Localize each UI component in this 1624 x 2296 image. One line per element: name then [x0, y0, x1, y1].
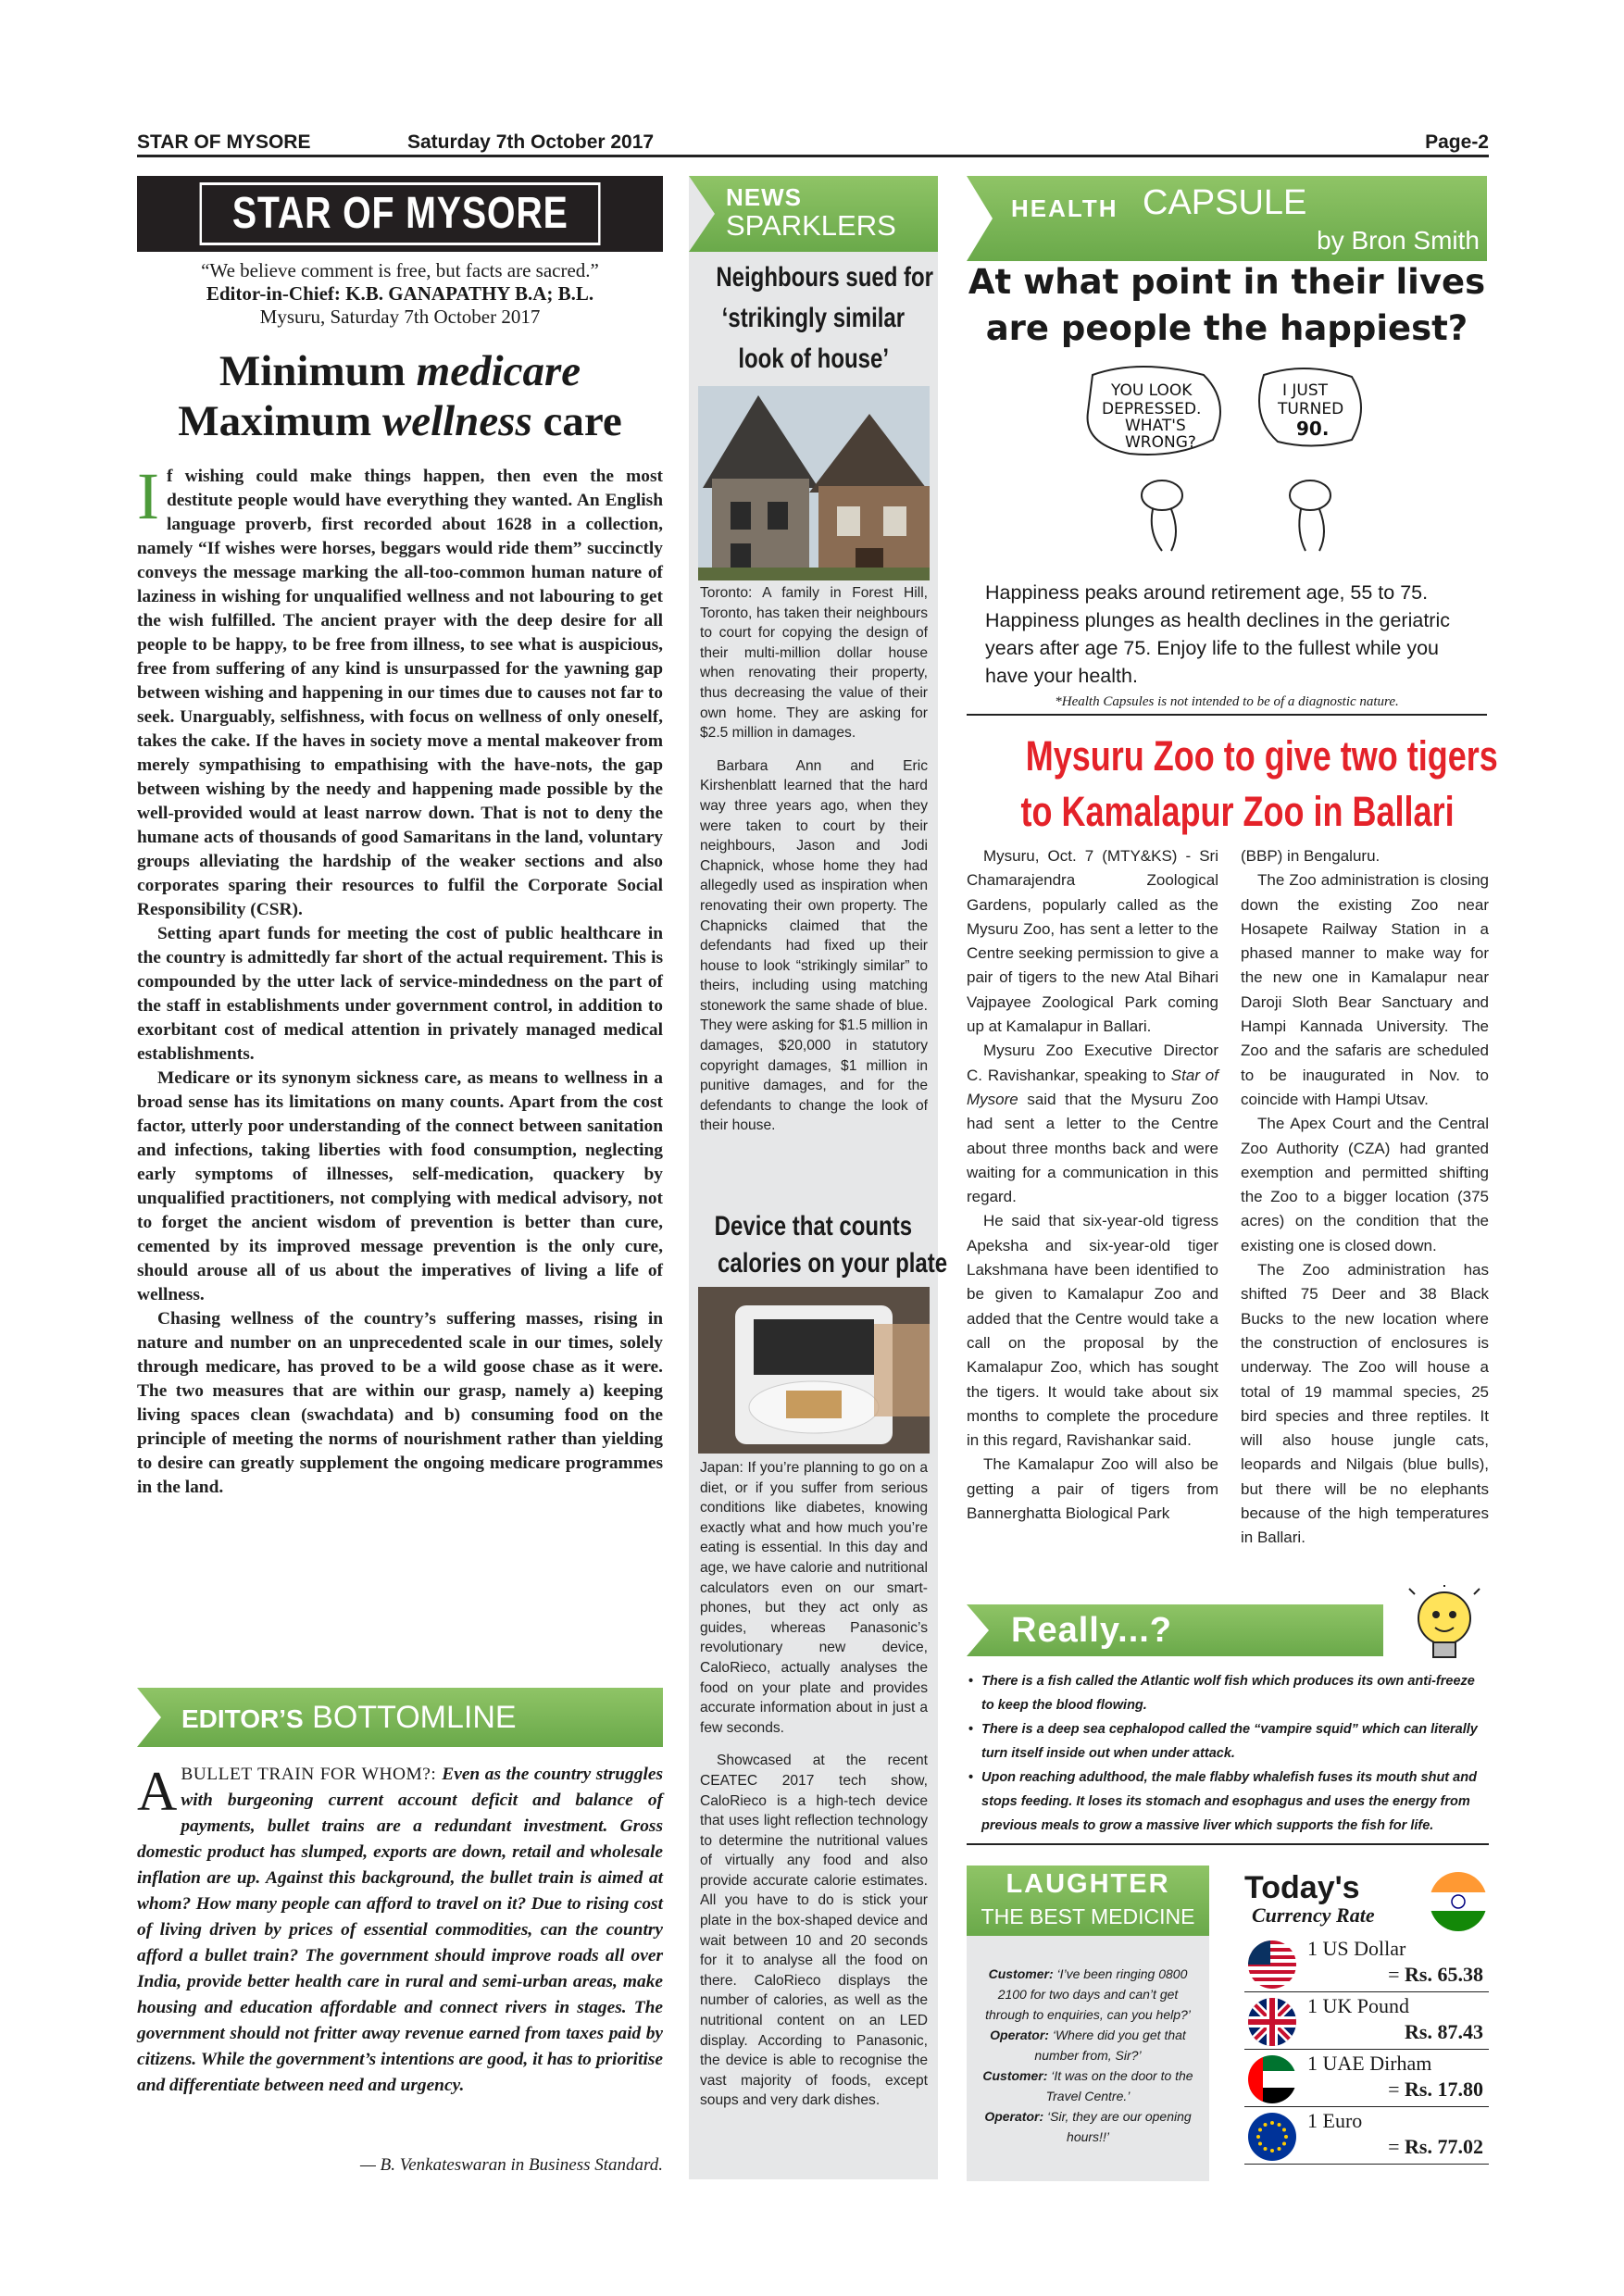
zoo-paragraph: The Zoo administration is closing down the existing Zoo near Hosapete Railway Station in a phased manner to make way for the new one in Kamalapur near Daroji Sloth Bear Sanctuary and Hampi Kannada University. The Zoo and the safaris are scheduled to be inaugurated in Nov. to coincide with Hampi Utsav. [1241, 871, 1489, 1108]
zoo-paragraph: The Zoo administration has shifted 75 Deer and 38 Black Bucks to the new location where the construction of enclosures is underway. The Zoo will house a total of 19 mammal species, 25 bird species and three reptiles. It will also house jungle cats, leopards and Nilgais (blue bulls), but there will be no elephants because of the high temperatures in Ballari. [1241, 1261, 1489, 1547]
zoo-paragraph: (BBP) in Bengaluru. [1241, 847, 1380, 865]
drop-cap: A [137, 1761, 178, 1822]
story1-body [700, 583, 928, 1136]
uk-flag-icon [1248, 1998, 1296, 2046]
bottomline-text: Even as the country struggles with burgeoning current account deficit and balance of payments, bullet trains are a redundant investment. Gross domestic product has slumped, exports are down, retail and wholesale inflation are up. Against this background, the bullet train is aimed at whom? How many people can afford to travel on it? Due to rising cost of living driven by prices of essential commodities, can the country afford a bullet train? The government should improve roads all over India, provide better health care in rural and semi-urban areas, make housing and education affordable and connect rivers in stages. The government should not fritter away revenue earned from taxes paid by citizens. While the government’s intentions are good, it has to prioritise and differentiate between need and urgency. [137, 1765, 663, 2095]
headline-part: Minimum [219, 347, 417, 395]
bottomline-lead: BULLET TRAIN FOR WHOM?: [181, 1765, 443, 1784]
currency-name: 1 UAE Dirham [1307, 2052, 1432, 2075]
speaker: Operator: [990, 2028, 1049, 2042]
laughter-label: LAUGHTER [1006, 1869, 1170, 1899]
list-item: • Upon reaching adulthood, the male flabby whalefish fuses its mouth shut and stops feeding. It loses its stomach and esophagus and uses the energy from previous meals to grow a massive liver which supports the fish for life. [967, 1766, 1489, 1838]
story2-head-line: Device that counts [714, 1211, 913, 1242]
currency-rate: Rs. 87.43 [1405, 2020, 1483, 2043]
bubble-text: TURNED [1278, 400, 1344, 418]
editorial-paragraph: Medicare or its synonym sickness care, as means to wellness in a broad sense has its limitations on many counts. Apart from the cost factor, utterly poor understanding of the connect between sanitation and infections, taking liberties with food consumption, neglecting early symptoms of illnesses, self-medication, quackery by unqualified practitioners, not complying with medical advisory, not to forget the ancient wisdom of prevention is better than cure, cemented by its improved message prevention is the only cure, should arouse all of us about the imperatives of living a life of wellness. [137, 1068, 663, 1304]
lightbulb-icon [1407, 1585, 1481, 1668]
list-item: • There is a deep sea cephalopod called the “vampire squid” which can literally turn itself inside out when under attack. [967, 1717, 1489, 1766]
health-capsule-band [967, 176, 1487, 261]
editorial-body [137, 459, 663, 1500]
editorial-dateline: Mysuru, Saturday 7th October 2017 [259, 306, 541, 328]
health-question-line: At what point in their lives [968, 262, 1486, 302]
bubble-text: YOU LOOK [1111, 381, 1193, 400]
zoo-paragraph: He said that six-year-old tigress Apeksha and six-year-old tiger Lakshmana have been identified to be given to Kamalapur Zoo and added that the Centre would take a call on the proposal by the Kamalapur Zoo, which has sought the tigers. It would take about six months to complete the procedure in this regard, Ravishankar said. [967, 1212, 1218, 1450]
currency-row [1244, 1935, 1489, 1992]
bubble-text: DEPRESSED. [1102, 400, 1202, 418]
speech: ‘I’ve been ringing 0800 2100 for two days and can’t get through to enquiries, can you help?’ [985, 1966, 1191, 2022]
drop-cap: I [137, 459, 159, 533]
currency-subtitle: Currency Rate [1252, 1903, 1375, 1927]
headline-part: wellness [381, 397, 532, 445]
headline-part: care [531, 397, 622, 445]
headline-part: Maximum [178, 397, 382, 445]
story1-head-line: ‘strikingly similar [721, 303, 906, 333]
bottomline-credit: — B. Venkateswaran in Business Standard. [359, 2155, 663, 2175]
currency-title: Today's [1244, 1870, 1360, 1905]
speech: ‘Sir, they are our opening hours!!’ [1043, 2109, 1192, 2144]
masthead [137, 176, 663, 252]
story2-headline [689, 1208, 948, 1282]
speech: ‘Where did you get that number from, Sir?’ [1034, 2028, 1186, 2063]
us-flag-icon [1248, 1940, 1296, 1989]
editorial-paragraph: Chasing wellness of the country’s suffering masses, rising in nature and number on an unprecedented scale in our times, solely through medicare, has proved to be a wild goose chase as it were. The two measures that are within our grasp, namely a) keeping living spaces clean (swachdata) and b) consuming food on the principle of meeting the norms of nourishment rather than yielding to desire can greatly supplement the ongoing medicare programmes in the land. [137, 1309, 663, 1497]
health-question [967, 259, 1487, 352]
zoo-text: said that the Mysuru Zoo had sent a letter to the Centre about three months back and were waiting for a communication in this regard. [967, 1090, 1218, 1206]
speaker: Operator: [984, 2109, 1044, 2124]
sparklers-label: SPARKLERS [726, 209, 896, 242]
really-label: Really...? [1011, 1610, 1173, 1650]
currency-name: 1 UK Pound [1307, 1994, 1410, 2017]
health-byline: by Bron Smith [1317, 226, 1480, 255]
speaker: Customer: [988, 1966, 1054, 1981]
eu-flag-icon [1248, 2113, 1296, 2161]
story1-head-line: Neighbours sued for [716, 262, 934, 293]
currency-rate: Rs. 77.02 [1405, 2135, 1483, 2158]
story2-head-line: calories on your plate [718, 1248, 948, 1279]
story1-headline [689, 257, 938, 380]
tagline: “We believe comment is free, but facts are sacred.” [201, 259, 599, 281]
currency-rate: Rs. 17.80 [1405, 2078, 1483, 2101]
story2-paragraph: Japan: If you’re planning to go on a diet, or if you suffer from serious conditions like diabetes, knowing exactly what and how much you’re eating is essential. In this day and age, we have calorie and nutritional calculators even on our smart-phones, but they act only as guides, whereas Panasonic’s revolutionary new device, CaloRieco, actually analyses the food on your plate and provides accurate information about in just a few seconds. [700, 1460, 928, 1736]
zoo-text: Star of Mysore [967, 1066, 1218, 1108]
story1-paragraph: Barbara Ann and Eric Kirshenblatt learned that the hard way three years ago, when they were taken to court by their neighbours, Jason and Jodi Chapnick, whose home they had allegedly used as inspiration when renovating their own property. The Chapnicks claimed that the defendants had fixed up their house to look “strikingly similar” to theirs, including using matching stonework the same shade of blue. They were asking for $1.5 million in damages, $20,000 in statutory copyright damages, $1 million in punitive damages, and for the defendants to change the look of their house. [700, 757, 928, 1134]
header-paper-name: STAR OF MYSORE [137, 131, 311, 153]
story1-head-line: look of house’ [738, 343, 889, 374]
uae-flag-icon [1248, 2055, 1296, 2103]
really-band [967, 1604, 1383, 1656]
zoo-paragraph: Mysuru, Oct. 7 (MTY&KS) - Sri Chamarajendra Zoological Gardens, popularly called as the Mysuru Zoo, has sent a letter to the Centre seeking permission to give a pair of tigers to the new Atal Bihari Vajpayee Zoological Park coming up at Kamalapur in Ballari. [967, 847, 1218, 1036]
house-photo [698, 386, 930, 580]
editorial-paragraph: f wishing could make things happen, then even the most destitute people would have everything they wanted. An English language proverb, first recorded about 1628 in a collection, namely “If wishes were horses, beggars would ride them” succinctly conveys the message marking the all-too-common human nature of laziness in wishing for unqualified wellness and not labouring to get the wish fulfilled. The ancient prayer with the deep desire for all people to be happy, to be free from illness, to see what is auspicious, free from suffering of any kind is unsurpassed for the yawning gap between wishing and happening in our times due to causes not far to seek. Unarguably, selfishness, with focus on wellness of only oneself, takes the cake. If the haves in society move a mental makeover from merely sympathising to empathising with the have-nots, the gap between wishing by the needy and happening made possible by the well-provided would at least narrow down. That is not to deny the humane acts of thousands of good Samaritans in the land, voluntary groups alleviating the hardship of the weaker sections and also corporates sparing their resources to fulfil the Corporate Social Responsibility (CSR). [137, 467, 663, 919]
header-page-number: Page-2 [1425, 131, 1489, 153]
page-header [137, 130, 1489, 157]
news-label: NEWS [726, 183, 802, 211]
cartoon-illustration [1074, 366, 1380, 555]
currency-row [1244, 2050, 1489, 2107]
best-medicine-label: THE BEST MEDICINE [981, 1904, 1195, 1928]
calorieco-device-photo [698, 1287, 930, 1454]
india-flag-icon [1430, 1872, 1487, 1931]
bubble-text: WHAT'S [1125, 417, 1186, 435]
editor-in-chief: Editor-in-Chief: K.B. GANAPATHY B.A; B.L. [206, 282, 594, 305]
header-date: Saturday 7th October 2017 [407, 131, 655, 153]
really-facts-list [967, 1669, 1489, 1845]
story2-body [700, 1458, 928, 2111]
zoo-head-line: Mysuru Zoo to give two tigers [1025, 732, 1498, 780]
zoo-headline [967, 729, 1498, 840]
zoo-column-2 [1241, 844, 1489, 1551]
currency-name: 1 US Dollar [1307, 1937, 1406, 1960]
health-disclaimer: *Health Capsules is not intended to be of a diagnostic nature. [967, 694, 1487, 716]
speech: ‘It was on the door to the Travel Centre.’ [1045, 2068, 1193, 2103]
zoo-paragraph: The Kamalapur Zoo will also be getting a pair of tigers from Bannerghatta Biological Park [967, 1455, 1218, 1523]
currency-equals: = [1388, 2135, 1405, 2158]
zoo-head-line: to Kamalapur Zoo in Ballari [1020, 788, 1455, 835]
list-item: • There is a fish called the Atlantic wolf fish which produces its own anti-freeze to keep the blood flowing. [967, 1669, 1489, 1717]
zoo-column-1 [967, 844, 1218, 1526]
editors-bottomline-band [137, 1688, 663, 1747]
news-sparklers-band [689, 176, 938, 252]
bubble-text: I JUST [1282, 381, 1329, 400]
bubble-text: WRONG? [1125, 433, 1196, 452]
bottomline-body [137, 1762, 663, 2099]
bottomline-label-b: BOTTOMLINE [303, 1699, 517, 1735]
currency-equals: = [1388, 1963, 1405, 1986]
laughter-joke [967, 1936, 1209, 2181]
story1-paragraph: Toronto: A family in Forest Hill, Toronto, has taken their neighbours to court for copying the design of their multi-million dollar house when renovating their property, thus decreasing the value of their own home. They are asking for $2.5 million in damages. [700, 585, 928, 742]
story2-paragraph: Showcased at the recent CEATEC 2017 tech show, CaloRieco is a high-tech device that uses light reflection technology to determine the nutritional values of virtually any food and also provide accurate calorie estimates. All you have to do is stick your plate in the box-shaped device and wait between 10 and 20 seconds for it to analyse all the food on there. CaloRieco displays the number of calories, as well as the nutritional content on an LED display. According to Panasonic, the device is able to recognise the vast majority of foods, except soups and very dark dishes. [700, 1753, 928, 2109]
editorial-paragraph: Setting apart funds for meeting the cost of public healthcare in the country is admittedly far short of the actual requirement. This is compounded by the utter lack of service-mindedness on the part of the staff in establishments under government control, in addition to exorbitant cost of medical attention in privately managed medical establishments. [137, 924, 663, 1064]
laughter-band [967, 1866, 1209, 1936]
health-text: Happiness peaks around retirement age, 55 to 75. Happiness plunges as health declines in the geriatric years after age 75. Enjoy life to the fullest while you have your health. [985, 581, 1450, 687]
currency-row [1244, 1992, 1489, 2050]
headline-part: medicare [416, 347, 581, 395]
zoo-paragraph: The Apex Court and the Central Zoo Authority (CZA) had granted exemption and permitted shifting the Zoo to a bigger location (375 acres) on the condition that the existing one is closed down. [1241, 1115, 1489, 1254]
currency-name: 1 Euro [1307, 2109, 1363, 2132]
bottomline-label-a: EDITOR’S [181, 1703, 304, 1733]
capsule-label: CAPSULE [1143, 183, 1307, 222]
bubble-text: 90. [1296, 418, 1330, 440]
health-question-line: are people the happiest? [985, 308, 1468, 348]
speaker: Customer: [982, 2068, 1048, 2083]
zoo-text: Mysuru Zoo Executive Director C. Ravishankar, speaking to [967, 1042, 1218, 1084]
currency-rate: Rs. 65.38 [1405, 1963, 1483, 1986]
health-label: HEALTH [1011, 194, 1118, 222]
currency-row [1244, 2107, 1489, 2165]
masthead-logo-text: STAR OF MYSORE [199, 182, 600, 245]
editorial-headline [137, 346, 663, 446]
currency-equals: = [1388, 2078, 1405, 2101]
